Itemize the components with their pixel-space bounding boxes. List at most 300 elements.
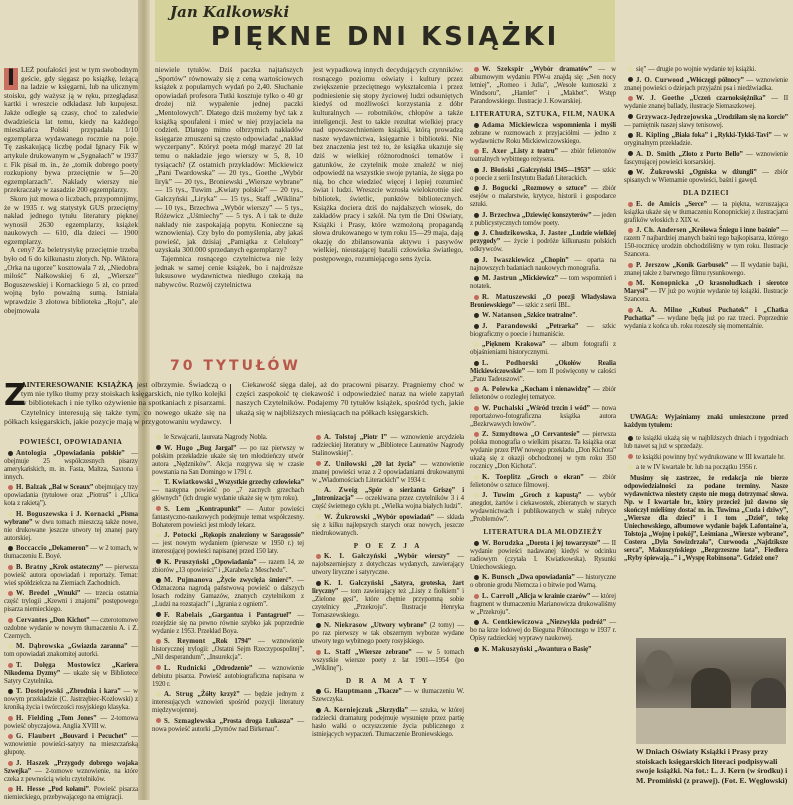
intro-column-1 [4, 66, 138, 315]
black-dot-icon [474, 258, 479, 263]
book-author: K. Bunsch [482, 574, 515, 582]
book-author: K. I. Gałczyński [324, 579, 384, 587]
book-title: „Wybór wierszy” [394, 553, 450, 561]
book-entry [624, 201, 788, 225]
book-description: obejmujący trzy opowiadania (tytułowe oraz „Piotruś” i „Ulica kota z rakietą”). [4, 484, 138, 508]
section-heading: DLA DZIECI [682, 189, 730, 197]
book-entry [624, 114, 788, 130]
book-description: — wznowienie powieści-satyry na mieszczańską głupotę. [4, 733, 139, 757]
book-entry [624, 132, 788, 148]
red-dot-icon [628, 228, 633, 233]
red-dot-icon [8, 565, 13, 570]
book-entry [624, 280, 788, 304]
book-author: J. Potocki [164, 532, 197, 539]
book-title: „Groch z kapustą” [520, 492, 582, 500]
photo-book-signing [636, 638, 786, 744]
list-column-1 [4, 434, 138, 805]
book-author: A. Centkiewiczowa [482, 619, 544, 627]
black-dot-icon [8, 451, 13, 456]
book-author: E. de Amicis [636, 200, 681, 208]
intro-paragraph: Skoro już mowa o liczbach, przypomnijmy, że w 1935 r. wg statystyk GUS przeciętny nakład jednego tytułu literatury pięknej wynosił 2630 egzemplarzy, książek naukowych — 610, dla dzieci — 1900 egzemplarzy. [4, 193, 138, 246]
book-entry [470, 312, 616, 320]
book-description: — wznowienie znanej powieści o dziejach przyjaźni psa i niedźwiadka. [624, 76, 789, 92]
red-dot-icon [156, 718, 161, 723]
black-dot-icon [316, 689, 321, 694]
book-description: — jeden z publicystycznych tomów poety. [470, 211, 616, 227]
list-column-5 [624, 66, 788, 333]
book-title: „Złoto z Porto Bello” [678, 150, 743, 158]
book-title: „Pięknem Krakowa” [482, 341, 546, 349]
cream-dot-icon [316, 514, 321, 519]
book-description: — w nowym przekładzie (C. Jastrzębiec-Kozłowski) z kroniką życia i twórczości rosyjskiego klasyka. [4, 688, 139, 712]
book-entry [152, 506, 304, 530]
book-entry [4, 662, 138, 686]
book-description: zebrane w rozmowach z przyjaciółmi — jedno z wydawnictw Roku Mickiewiczowskiego. [470, 129, 616, 145]
book-entry [470, 230, 616, 254]
book-title: „Opowiadania” [211, 558, 257, 566]
book-title: „Uczeń czarnoksiężnika” [689, 95, 766, 102]
book-title: „Żółty krzyż” [197, 691, 240, 698]
book-title: „Królowa Śniegu i inne baśnie” [688, 227, 780, 235]
book-title: „Satyra, groteska, żart liryczny” [312, 579, 464, 595]
book-title: „Gargantua i Pantagruel” [208, 611, 292, 619]
book-entry [152, 718, 304, 734]
book-title: „20 lat życia” [371, 460, 416, 468]
red-dot-icon [474, 149, 479, 154]
red-dot-icon [8, 485, 13, 490]
red-dot-icon [316, 650, 321, 655]
black-dot-icon [316, 581, 321, 586]
book-title: wspomnienia i myśli [552, 121, 616, 129]
red-dot-icon [628, 202, 633, 207]
book-entry [312, 434, 464, 458]
book-author: Antologia [16, 449, 47, 457]
book-title: „Rok 1794” [212, 638, 252, 645]
book-author: J. Tuwim [482, 492, 515, 500]
book-entry [152, 612, 304, 636]
book-description: . [575, 312, 578, 320]
book-entry [470, 619, 616, 643]
book-author: W. Żukrowski [636, 169, 684, 176]
black-dot-icon [628, 133, 633, 138]
book-entry [4, 733, 138, 757]
book-description: . — Odznaczona nagrodą państwową powieść o dalszych losach rodziny Gamazów, znanych czytelnikom z „Ludzi na rozstajach” i „Igrania z ogniem”. [152, 577, 305, 608]
book-entry [4, 450, 138, 482]
book-description: — tom wspomnień i notatek. [470, 275, 617, 291]
list-column-3 [312, 434, 464, 741]
book-description: — tom opowiadań znakomitej autorki. [4, 643, 139, 659]
cream-dot-icon [156, 480, 161, 485]
black-dot-icon [628, 170, 633, 175]
book-title: „Kontrapunkt” [196, 505, 241, 513]
cream-dot-icon [8, 644, 13, 649]
book-title: „Rozmowy o sztuce” [522, 185, 587, 193]
black-dot-icon [316, 623, 321, 628]
black-dot-icon [474, 276, 479, 281]
book-entry [624, 66, 788, 74]
book-description: — pierwsza powieść autora opowiadań i reportaży. Temat: wieś spółdzielcza na Ziemiach Zachodnich. [4, 563, 138, 587]
book-author: Adama Mickiewicza [482, 121, 549, 129]
book-entry [4, 688, 138, 712]
article-title: PIĘKNE DNI KSIĄŻKI [210, 22, 560, 52]
drop-cap: I [4, 68, 18, 90]
section-heading: LITERATURA DLA MŁODZIEŻY [483, 528, 603, 537]
book-title: „Rękopis znaleziony w Saragossie” [199, 532, 305, 539]
book-description: — szkic o poecie z serii Instytutu Badań Literackich. [470, 166, 616, 182]
cream-dot-icon [316, 488, 321, 493]
book-entry [470, 540, 616, 572]
red-dot-icon [156, 506, 161, 511]
book-title: „Wiersze zebrane” [355, 648, 412, 656]
book-entry [470, 212, 616, 228]
black-dot-icon [628, 151, 633, 156]
book-author: W. Hugo [164, 444, 193, 452]
photo-caption: W Dniach Oświaty Książki i Prasy przy stoiskach księgarskich literaci podpisywali swoje książki. Na fot.: L. J. Kern (w środku) i M. Promiński (z prawej). (Fot. E. Węglowski) [636, 747, 788, 785]
book-description: — pamiętnik naszej sławy tenisowej. [624, 121, 724, 129]
book-author: M. Jastrun [482, 275, 517, 283]
book-author: Grzywacz-Jędrzejowska [636, 113, 713, 121]
book-entry [4, 617, 138, 641]
book-title: „Wybór opowiadań” [372, 513, 434, 521]
cream-dot-icon [8, 512, 13, 517]
black-dot-icon [156, 559, 161, 564]
book-description: — trzecia ostatnia część trylogii „Krewni i znajomi” postępowego pisarza niemieckiego. [4, 590, 138, 614]
book-author: K. Pruszyński [164, 558, 209, 566]
book-description: — nowa powieść autorki „Dymów nad Birkenau”. [152, 717, 305, 733]
book-description: — szkic z serii IBL. [515, 301, 571, 309]
section-heading: LITERATURA, SZTUKA, FILM, NAUKA [470, 110, 616, 118]
red-dot-icon [8, 734, 13, 739]
book-entry [470, 66, 616, 106]
book-title: „Mickiewicz” [519, 275, 558, 283]
black-dot-icon [316, 708, 321, 713]
book-author: K. I. Gałczyński [324, 553, 387, 561]
intro-paragraph: jest wypadkową innych decydujących czynników: rosnącego poziomu oświaty i kultury przez zwiększenie przeciętnego wykształcenia i przez podniesienie się stopy życiowej ludzi odsuniętych kiedyś od możliwości korzystania z dóbr kulturalnych — robotników, chłopów a także inteligencji. Jest to także rezultat wielkiej pracy nad upowszechnieniem książki, którą prowadzą nasze wydawnictwa, księgarnie i biblioteki. Nie bez znaczenia jest też to, że książka ukazuje się dziś w wielkiej różnorodności tematów i gatunków, że czytelnik może znaleźć w niej odpowiedź na wszystkie swoje pytania, że sięga po nią, bo chce wiedzieć więcej i lepiej rozumieć świat i ludzi. Wreszcie wzrosła wielokrotnie sieć bibliotek, świetlic, punktów bibliotecznych. Książka dociera dziś do najdalszych wiosek, do zakładów pracy i szkół. Na tym tle Dni Oświaty, Książki i Prasy, które wzmożoną propagandą słowa drukowanego w tym roku 15—29 maja, dają okazję do zbilansowania aktywu i pasywów wielkiej, nieustającej batalii człowieka światłego, postępowego, rozumiejącego sens życia. [313, 65, 463, 264]
book-description: — tom zawierający też „Listy z fiołkiem” i „Zielone gęsi”, które chętnie przypomną sobie czytelnicy „Przekroju”. Ilustracje Henryka Tomaszewskiego. [312, 587, 464, 619]
book-title: „Urodziłam się na korcie” [713, 113, 789, 121]
book-entry [470, 593, 616, 617]
book-title: „Tom Jones” [57, 714, 97, 722]
book-author: K. Makuszyński [482, 645, 533, 653]
book-title: „Dekameron” [48, 545, 89, 553]
book-author: A. D. Smith [636, 150, 676, 158]
intro-paragraph: LEŻ poufałości jest w tym swobodnym geście, gdy sięgasz po książkę, leżącą na ladzie w księgarni, lub na ulicznym stoisku, gdy ważysz ją w ręku, przeglądasz kartki i wreszcie odkładasz lub kupujesz. Jakże odległe są czasy, choć to zaledwie dwadzieścia lat temu, kiedy na każdego mieszkańca Polski przypadała 1/10 egzemplarza wydawanego rocznie na poje. Tę zaskakującą liczbę podał Ignacy Fik w artykule drukowanym w „Sygnałach” w 1937 r. Fik pisał m. in., że „tomik dobrego poety rozkupiony bywa przeciętnie w 5—20 egzemplarzach”. Nakłady wierszy nie przekraczały w zasadzie 200 egzemplarzy. [4, 65, 138, 195]
book-description: — 2-tomowa powieść obyczajowa. Anglia XVIII w. [4, 714, 138, 730]
book-entry [312, 487, 464, 511]
author-byline: Jan Kalkowski [170, 3, 290, 21]
book-description: — szkic biograficzny o poecie i humaniście. [470, 322, 616, 338]
book-description: — zbiór felietonów o sztuce filmowej. [470, 473, 616, 489]
book-description: — zbiór felietonów teatralnych wybitnego reżysera. [470, 148, 616, 164]
book-title: „Życie zwycięża śmierć” [216, 577, 292, 584]
book-title: „Dziewięć konszyterów” [521, 211, 592, 219]
book-entry [470, 405, 616, 429]
book-entry [624, 95, 788, 111]
book-entry [312, 707, 464, 739]
book-entry [4, 511, 138, 543]
book-entry [470, 386, 616, 402]
section70-text: Ciekawość sięga dalej, aż do pracowni pisarzy. Pragniemy choć w części zaspokoić tę ciekawość i odpowiedzieć naraz na wiele zapytań naszych Czytelników. Podajemy 70 tytułów książek, spośród tych, jakie ukażą się w najbliższych miesiącach na półkach księgarskich. [236, 380, 464, 417]
book-author: N. Niekrasow [324, 622, 368, 630]
book-title: „Zbrodnia i kara” [66, 688, 121, 696]
book-author: S. Lem [164, 505, 191, 513]
book-description: — w oryginalnym przekładzie. [624, 132, 789, 147]
book-title: „Opowiadania polskie” [53, 449, 125, 457]
book-description: — następna powieść po „7 zacnych grzechach głównych” (ich drugie wydanie ukaże się w tym roku). [152, 487, 304, 502]
book-description: — czterotomowe ozdobne wydanie w nowym tłumaczeniu A. i Z. Czernych. [4, 616, 138, 640]
book-entry [470, 185, 616, 209]
book-entry [152, 691, 304, 715]
book-author: H. Balzak [16, 484, 47, 492]
section70-text: jest olbrzymie. Świadczą o tym nie tylko tłumy przy stoiskach księgarskich, nie tylko kolejki w bibliotekach i nie tylko ożywienie na spotkaniach z pisarzami. Czytelnicy interesują się także tym, co nowego ukaże się na półkach księgarskich, jakie pozycje mają w przygotowaniu wydawcy. [4, 380, 226, 426]
book-entry [312, 688, 464, 704]
book-description: — zbiór felietonów o rozległej tematyce. [470, 386, 616, 402]
book-description: — wznowienie historycznej trylogii: „Ostatni Sejm Rzeczypospolitej”, „Nil desperandum”, „Insurekcja”. [152, 638, 305, 661]
book-description: (2 tomy) — po raz pierwszy w tak obszernym wyborze wydane utwory tego wybitnego poety rosyjskiego. [312, 622, 465, 646]
book-entry [152, 479, 304, 503]
section-heading-70-titles: 70 TYTUŁÓW [170, 358, 301, 374]
lead-bold: AINTERESOWANIE KSIĄŻKĄ [21, 380, 134, 389]
book-entry [152, 434, 304, 442]
book-description: — w 2 tomach, w tłumaczeniu E. Boyé. [4, 545, 139, 561]
book-entry [470, 167, 616, 183]
legend-item: a te w IV kwartale br. lub na początku 1956 r. [624, 464, 788, 472]
book-description: — obejmuje 25 współczesnych pisarzy amerykańskich, m. in. Fasta, Maltza, Saxtona i innych. [4, 449, 139, 481]
book-entry [4, 484, 138, 508]
book-description: — jest nowym wydaniem (pierwsze w 1950 r.) tej interesującej powieści napisanej przed 150 laty. [152, 540, 304, 555]
book-entry [312, 553, 464, 577]
book-author: Z. Szmydtowa [482, 431, 528, 439]
red-dot-icon [156, 639, 161, 644]
red-dot-icon [316, 554, 321, 559]
intro-paragraph: niewiele tytułów. Dziś paczka najtańszych „Sportów” równoważy się z ceną wartościowych książek z popularnych wydań po 2,40. Słuchanie opowiadań profesora Tutki kosztuje tylko o 40 gr drożej niż wypalenie jednej paczki „Mentolowych”. Dlatego dziś możemy być tak z książką spoufaleni i mieć w niej przyjaciela na codzień. Dlatego mimo olbrzymich nakładów księgarze zmuszeni są często odpowiadać „nakład wyczerpany”. Któryż poeta mógł marzyć 20 lat temu o nakładzie jego wierszy w 5, 8, 10 tysiącach? (Z ostatnich przykładów: Mickiewicz „Pani Twardowska” — 20 tys., Goethe „Wybór liryk” — 20 tys., Broniewski „Wiersze wybrane” — 15 tys., Tuwim „Kwiaty polskie” — 20 tys., Gałczyński „Liryka” — 15 tys., Staff „Wiklina” — 10 tys., Brzechwa „Wybór wierszy” — 5 tys., Różewicz „Uśmiechy” — 5 tys. A i tak te duże nakłady nie zaspokajają popytu. Konieczne są wznowienia). Czy było do pomyślenia, aby jakaś powieść, jak dzisiaj „Pamiątka z Celulozy” uzyskała 300.000 sprzedanych egzemplarzy? [155, 65, 303, 255]
black-dot-icon [474, 575, 479, 580]
book-description: — album fotografii z objaśnieniami historycznymi. [470, 341, 616, 357]
book-description: — najobszerniejszy z dotychczas wydanych, zawierający utwory liryczne i satyryczne. [312, 553, 464, 577]
book-entry [470, 360, 616, 384]
cream-dot-icon [156, 692, 161, 697]
book-author: W. J. Goethe [636, 95, 685, 102]
book-author: W. Bredel [16, 590, 50, 598]
intro-column-3 [313, 66, 463, 264]
book-description: — której fragment w tłumaczeniu Marianowicza drukowaliśmy w „Przekroju”. [470, 592, 616, 616]
book-author: W. Żukrowski [324, 513, 370, 521]
book-title: „Utwory wybrane” [370, 622, 427, 630]
book-entry [470, 294, 616, 310]
book-title: „Awantura o Basię” [534, 645, 592, 653]
book-author: L. Carroll [482, 592, 514, 600]
book-title: „Dorota i jej towarzysze” [526, 539, 601, 547]
editorial-note: Musimy się zastrzec, że redakcja nie bierze odpowiedzialności za podane terminy. Nasze wydawnictwa niestety często nie mogą dotrzymać słowa. Np. w I kwartale br., który przecież już dawno się skończył mieliśmy dostać m. in. Tuwima „Cuda i dziwy”, „Wiersze dla dzieci” i I tom „Dzieł”, tekę Uniechowskiego, albumowe wydanie bajek Lafontaine'a, Tołstoja „Wojnę i pokój”, Leśmiana „Wiersze wybrane”, Costera „Dyla Sowizdrzała”, Curwooda „Najdziksze serca”, Makuszyńskiego „Bezgrzeszne lata”, Fiedlera „Ryby śpiewają...” i „Wyspę Robinsona”. Gdzież one? [624, 474, 788, 562]
book-author: A. A. Milne [636, 306, 683, 314]
red-dot-icon [628, 281, 633, 286]
book-author: P. Jerszow [636, 261, 670, 269]
black-dot-icon [628, 436, 633, 441]
book-title: „Biała foka” i „Rykki-Tykki-Tavi” [671, 132, 772, 139]
book-author: M. Konopnicka [636, 280, 689, 288]
intro-paragraph: Tajemnica rosnącego czytelnictwa nie leży jednak w samej cenie książek, bo i najdroższe luksusowe wydawnictwa niedługo czekają na nabywców. Rozwój czytelnictwa [155, 254, 303, 289]
book-author: S. Szmaglewska [164, 717, 216, 725]
black-dot-icon [474, 361, 479, 366]
book-description: — w 5 tomach wszystkie wiersze poety z lat 1901—1954 (po „Wiklinę”). [312, 648, 464, 672]
black-dot-icon [628, 77, 633, 82]
book-title: „Alicja w krainie czarów” [515, 592, 591, 600]
book-author: J. O. Curwood [636, 76, 684, 84]
red-dot-icon [628, 263, 633, 268]
red-dot-icon [8, 716, 13, 721]
book-author: A. Polewka [482, 386, 519, 394]
book-description: — II wydanie powieści nadawanej kiedyś w odcinku radiowym (czytała I. Kwiatkowska). Rysunki Uniechowskiego. [470, 539, 616, 571]
book-title: „Pisma wybrane” [4, 510, 139, 526]
cream-dot-icon [156, 533, 161, 538]
book-entry [470, 148, 616, 164]
book-title: „Szkice teatralne” [523, 312, 576, 320]
red-dot-icon [8, 787, 13, 792]
book-entry [4, 760, 138, 784]
book-entry [470, 431, 616, 471]
book-description: — sztuka, w której radziecki dramaturg podejmuje wysunięte przez partię hasło walki o oczyszczenie życia publicznego z istniejących wypaczeń. Tłumaczenie Broniewskiego. [312, 706, 465, 738]
book-entry [470, 646, 616, 654]
red-dot-icon [628, 454, 633, 459]
book-entry [152, 577, 304, 609]
red-dot-icon [156, 665, 161, 670]
book-title: „Ogniska w dżungli” [689, 169, 757, 176]
book-title: „Prosta droga Łukasza” [219, 717, 294, 725]
book-author: M. Pujmanova [164, 577, 213, 584]
book-description: — II wydanie znanej ballady, ilustracje Siemaszkowej. [624, 95, 789, 110]
book-description: — wznowienie fascynującej powieści korsarskiej. [624, 150, 788, 166]
book-entry [470, 341, 616, 357]
book-description: — w tłumaczeniu W. Szewczyka. [312, 688, 465, 704]
book-author: K. Toeplitz [482, 473, 521, 481]
book-author: T. Kwiatkowski [164, 479, 214, 486]
book-author: J. Brzechwa [482, 211, 521, 219]
red-dot-icon [474, 67, 479, 72]
book-description: — zbiór esejów o malarstwie, krytyce, historii i gospodarce sztuki. [470, 185, 616, 209]
black-dot-icon [474, 541, 479, 546]
book-entry [4, 715, 138, 731]
legend-item: te książki powinny być wydrukowane w III kwartale br. [624, 454, 788, 462]
book-description: — nowa reportażowo-fotograficzna książka autora „Bezkrwawych łowów”. [470, 404, 617, 428]
book-title: „Listy z teatru” [510, 148, 558, 156]
book-title: „Piotr I” [359, 434, 387, 441]
book-description: — oparta na najnowszych badaniach naukowych monografia. [470, 256, 616, 272]
red-dot-icon [316, 461, 321, 466]
red-dot-icon [8, 663, 13, 668]
black-dot-icon [474, 168, 479, 173]
red-dot-icon [628, 308, 633, 313]
book-author: W. Szekspir [482, 66, 524, 73]
book-description: — wznowienie arcydzieła radzieckiej literatury w „Bibliotece Laureatów Nagrody Stalinowskiej”. [312, 434, 464, 457]
book-description: — wznowienie znanej powieści wraz z 2 opowiadaniami drukowanymi w „Wiadomościach Literackich” w 1934 r. [312, 460, 465, 484]
book-author: T. Dostojewski [16, 688, 64, 696]
book-description: . Powieść pisarza niemieckiego, przebywającego na emigracji. [4, 786, 138, 802]
book-entry [624, 307, 788, 331]
book-title: „Konik Garbusek” [672, 261, 729, 269]
book-author: F. Rabelais [164, 611, 203, 619]
book-author: H. Fielding [16, 714, 54, 722]
book-title: „Włóczęgi północy” [686, 76, 744, 84]
book-entry [152, 445, 304, 477]
black-dot-icon [474, 647, 479, 652]
book-entry [152, 638, 304, 662]
book-description: — IV już po wojnie wydanie tej książki. Ilustracje Szancera. [624, 288, 788, 304]
book-entry [152, 559, 304, 575]
book-entry [470, 474, 616, 490]
book-author: W. Borudzka [482, 539, 524, 547]
book-description: w dwu tomach mieszczą także nowe, nie drukowane jeszcze utwory tej znanej pary autorskiej. [4, 518, 138, 542]
book-author: R. Matuszewski [482, 293, 537, 301]
book-entry [312, 649, 464, 673]
book-description: — razem 7 najbardziej znanych baśni tego bajkopisarza, którego 150-rocznicę urodzin obchodziliśmy w tym roku. Ilustracje Szancera. [624, 227, 788, 259]
book-author: J. Parandowski [482, 322, 538, 330]
book-entry [470, 275, 616, 291]
section-heading: P O E Z J A [353, 541, 423, 550]
black-dot-icon [474, 313, 479, 318]
red-dot-icon [474, 594, 479, 599]
book-author: J. Ch. Andersen [636, 227, 687, 235]
book-title: „Wszystkie grzechy człowieka” [214, 479, 304, 486]
book-entry [4, 545, 138, 561]
drop-cap: Z [4, 378, 26, 413]
book-title: „Chopin” [540, 256, 569, 264]
book-author: J. Błoński [482, 166, 514, 174]
book-description: — rozejdzie się na pewno równie szybko jak poprzednie wydanie z 1953. Przekład Boya. [152, 611, 305, 635]
book-description: — II wydanie bajki, znanej także z barwnego filmu rysunkowego. [624, 261, 789, 277]
book-description: — ta piękna, wzruszająca książka ukaże się w tłumaczeniu Konopnickiej z ilustracjami grafików włoskich z XIX w. [624, 200, 788, 224]
book-entry [470, 122, 616, 146]
book-title: „Bouvard i Pecuchet” [59, 733, 127, 741]
book-author: A. Zweig [324, 487, 358, 494]
red-dot-icon [474, 432, 479, 437]
book-description: — w albumowym wydaniu PIW-u znajdą się: „Sen nocy letniej”, „Romeo i Julia”, „Wesołe kumoszki z Windsoru”, „Hamlet” i „Makbet”. Wstęp Parandowskiego. Ilustracje J. Kowarskiej. [470, 66, 616, 105]
red-dot-icon [474, 387, 479, 392]
book-title: „Gałczyński 1945—1953” [516, 166, 591, 174]
book-entry [470, 492, 616, 524]
book-description: — wybór anegdot, żartów i ciekawostek, zbieranych w starych wydawnictwach i publikowanych w stałej rubryce „Problemów”. [470, 492, 617, 524]
black-dot-icon [474, 231, 479, 236]
book-title: „Niezwykła podróż” [546, 619, 607, 627]
book-author: Cervantes [16, 616, 48, 624]
book-entry [312, 580, 464, 620]
book-title: „Tkacze” [374, 688, 402, 696]
book-entry [312, 514, 464, 538]
book-author: S. Reymont [164, 638, 206, 645]
cream-dot-icon [628, 67, 633, 72]
book-title: „Don Kichot” [49, 616, 90, 624]
book-description: — historyczne o obronie grodu Niemcza i o bitwie pod Warną. [470, 574, 616, 590]
book-title: „Okołów Realia Mickiewiczowskie” [470, 359, 616, 375]
book-description: — wydane będą już po raz trzeci. Poprzednie wydania z końca ub. roku rozeszły się momentalnie. [624, 314, 788, 330]
book-title: „Odrodzenie” [212, 664, 253, 672]
book-entry [470, 574, 616, 590]
book-description: — bo na krze lodowej do Bieguna Północnego w 1937 r. Opisy radzieckiej wyprawy naukowej. [470, 619, 617, 643]
book-title: „Dwa opowiadania” [516, 574, 575, 582]
book-author: J. Chudzikowska, J. Jaster [482, 230, 567, 238]
red-dot-icon [474, 295, 479, 300]
cream-dot-icon [474, 493, 479, 498]
book-author: T. Dołęga Mostowicz [16, 661, 101, 669]
legend-item: te książki ukażą się w najbliższych dniach i tygodniach lub nawet są już w sprzedaży. [624, 435, 788, 450]
book-entry [470, 257, 616, 273]
intro-paragraph: A ceny? Za beletrystykę przeciętnie trzeba było od 6 do kilkunastu złotych. Np. Wiktora „Orka na ugorze” kosztowała 7 zł, „Niedobra miłość” Nałkowskiej 6 zł, „Wiersze” Boguszewskiej i Kornackiego 5 zł, co przed wojną było poważną sumą. Istniała wprawdzie 3 złotowa biblioteka „Roju”, ale obejmowała [4, 245, 138, 315]
book-description: — Autor powieści fantastyczno-naukowych podejmuje temat współczesny. Bohaterem powieści jest młody lekarz. [152, 505, 305, 529]
red-dot-icon [8, 591, 13, 596]
cream-dot-icon [156, 435, 161, 440]
section70-column-1 [4, 380, 226, 426]
book-author: J. Iwaszkiewicz [482, 256, 535, 264]
black-dot-icon [474, 324, 479, 329]
